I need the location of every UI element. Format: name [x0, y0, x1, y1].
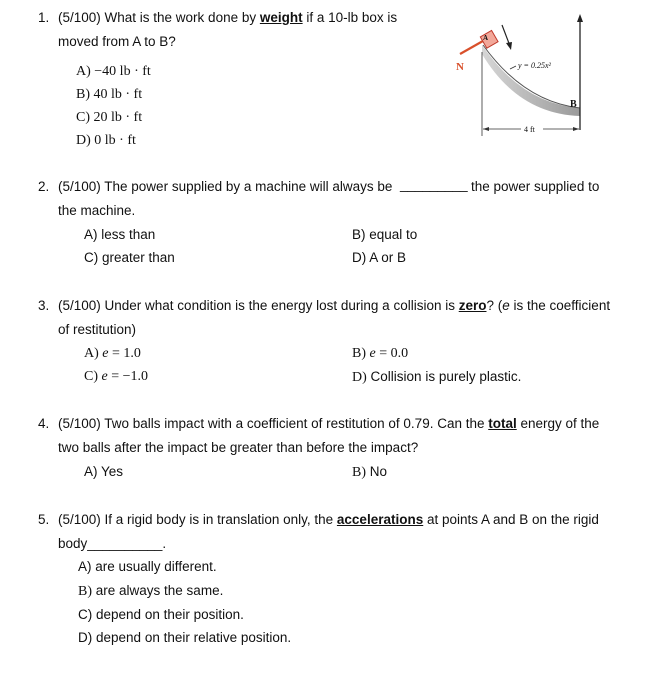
curve-label: y = 0.25x²	[518, 61, 551, 70]
q4-text-line1: (5/100) Two balls impact with a coefficient of restitution of 0.79. Can the total energy of the	[58, 416, 600, 431]
q2-option-b[interactable]: B) equal to	[352, 227, 418, 242]
label-n: N	[456, 61, 464, 73]
q5-option-b[interactable]: B) are always the same.	[78, 583, 224, 599]
q2-number: 2.	[38, 179, 50, 194]
q3-option-c[interactable]: C) e = −1.0	[84, 369, 149, 384]
q2-blank: _________	[400, 177, 468, 192]
q3-option-b[interactable]: B) e = 0.0	[352, 346, 409, 361]
q2-option-d[interactable]: D) A or B	[352, 250, 407, 265]
q5-option-c[interactable]: C) depend on their position.	[78, 607, 244, 622]
label-a: A	[483, 34, 489, 42]
q3-number: 3.	[38, 298, 50, 313]
q4-text-line2: two balls after the impact be greater than before the impact?	[58, 440, 419, 455]
q2-text-line1a: (5/100) The power supplied by a machine will always be	[58, 179, 393, 194]
q2-option-a[interactable]: A) less than	[84, 227, 156, 242]
q3-text-line1: (5/100) Under what condition is the energy lost during a collision is zero? (e is the coefficient	[58, 298, 611, 313]
q5-number: 5.	[38, 512, 50, 527]
q1-figure	[452, 12, 592, 144]
q3-emphasis: zero	[458, 298, 487, 313]
q5-emphasis: accelerations	[336, 512, 424, 527]
q4-number: 4.	[38, 416, 50, 431]
q1-emphasis: weight	[259, 10, 303, 25]
q5-option-a[interactable]: A) are usually different.	[78, 559, 217, 574]
q5-blank: __________	[87, 536, 163, 551]
q5-option-d[interactable]: D) depend on their relative position.	[78, 630, 292, 645]
label-b: B	[570, 99, 577, 110]
q3-option-d[interactable]: D) Collision is purely plastic.	[352, 369, 522, 385]
q2-text-line2: the machine.	[58, 203, 136, 218]
q4-option-b[interactable]: B) No	[352, 464, 388, 480]
q5-text-line2: body__________.	[58, 536, 167, 551]
q2-option-c[interactable]: C) greater than	[84, 250, 175, 265]
q1-text-line1: (5/100) What is the work done by weight if a 10-lb box is	[58, 10, 398, 25]
q2-text-line1b: the power supplied to	[471, 179, 600, 194]
q1-option-d[interactable]: D) 0 lb · ft	[76, 133, 136, 148]
q1-number: 1.	[38, 10, 50, 25]
q4-emphasis: total	[488, 416, 517, 431]
q3-option-a[interactable]: A) e = 1.0	[84, 346, 141, 361]
q4-option-a[interactable]: A) Yes	[84, 464, 124, 479]
q1-option-b[interactable]: B) 40 lb · ft	[76, 87, 143, 102]
q3-text-line2: of restitution)	[58, 322, 137, 337]
q1-option-c[interactable]: C) 20 lb · ft	[76, 110, 143, 125]
q1-option-a[interactable]: A) −40 lb · ft	[76, 64, 151, 79]
dim-label: 4 ft	[524, 125, 535, 134]
q1-text-line2: moved from A to B?	[58, 34, 176, 49]
q5-text-line1: (5/100) If a rigid body is in translation only, the accelerations at points A and B on the rigid	[58, 512, 599, 527]
